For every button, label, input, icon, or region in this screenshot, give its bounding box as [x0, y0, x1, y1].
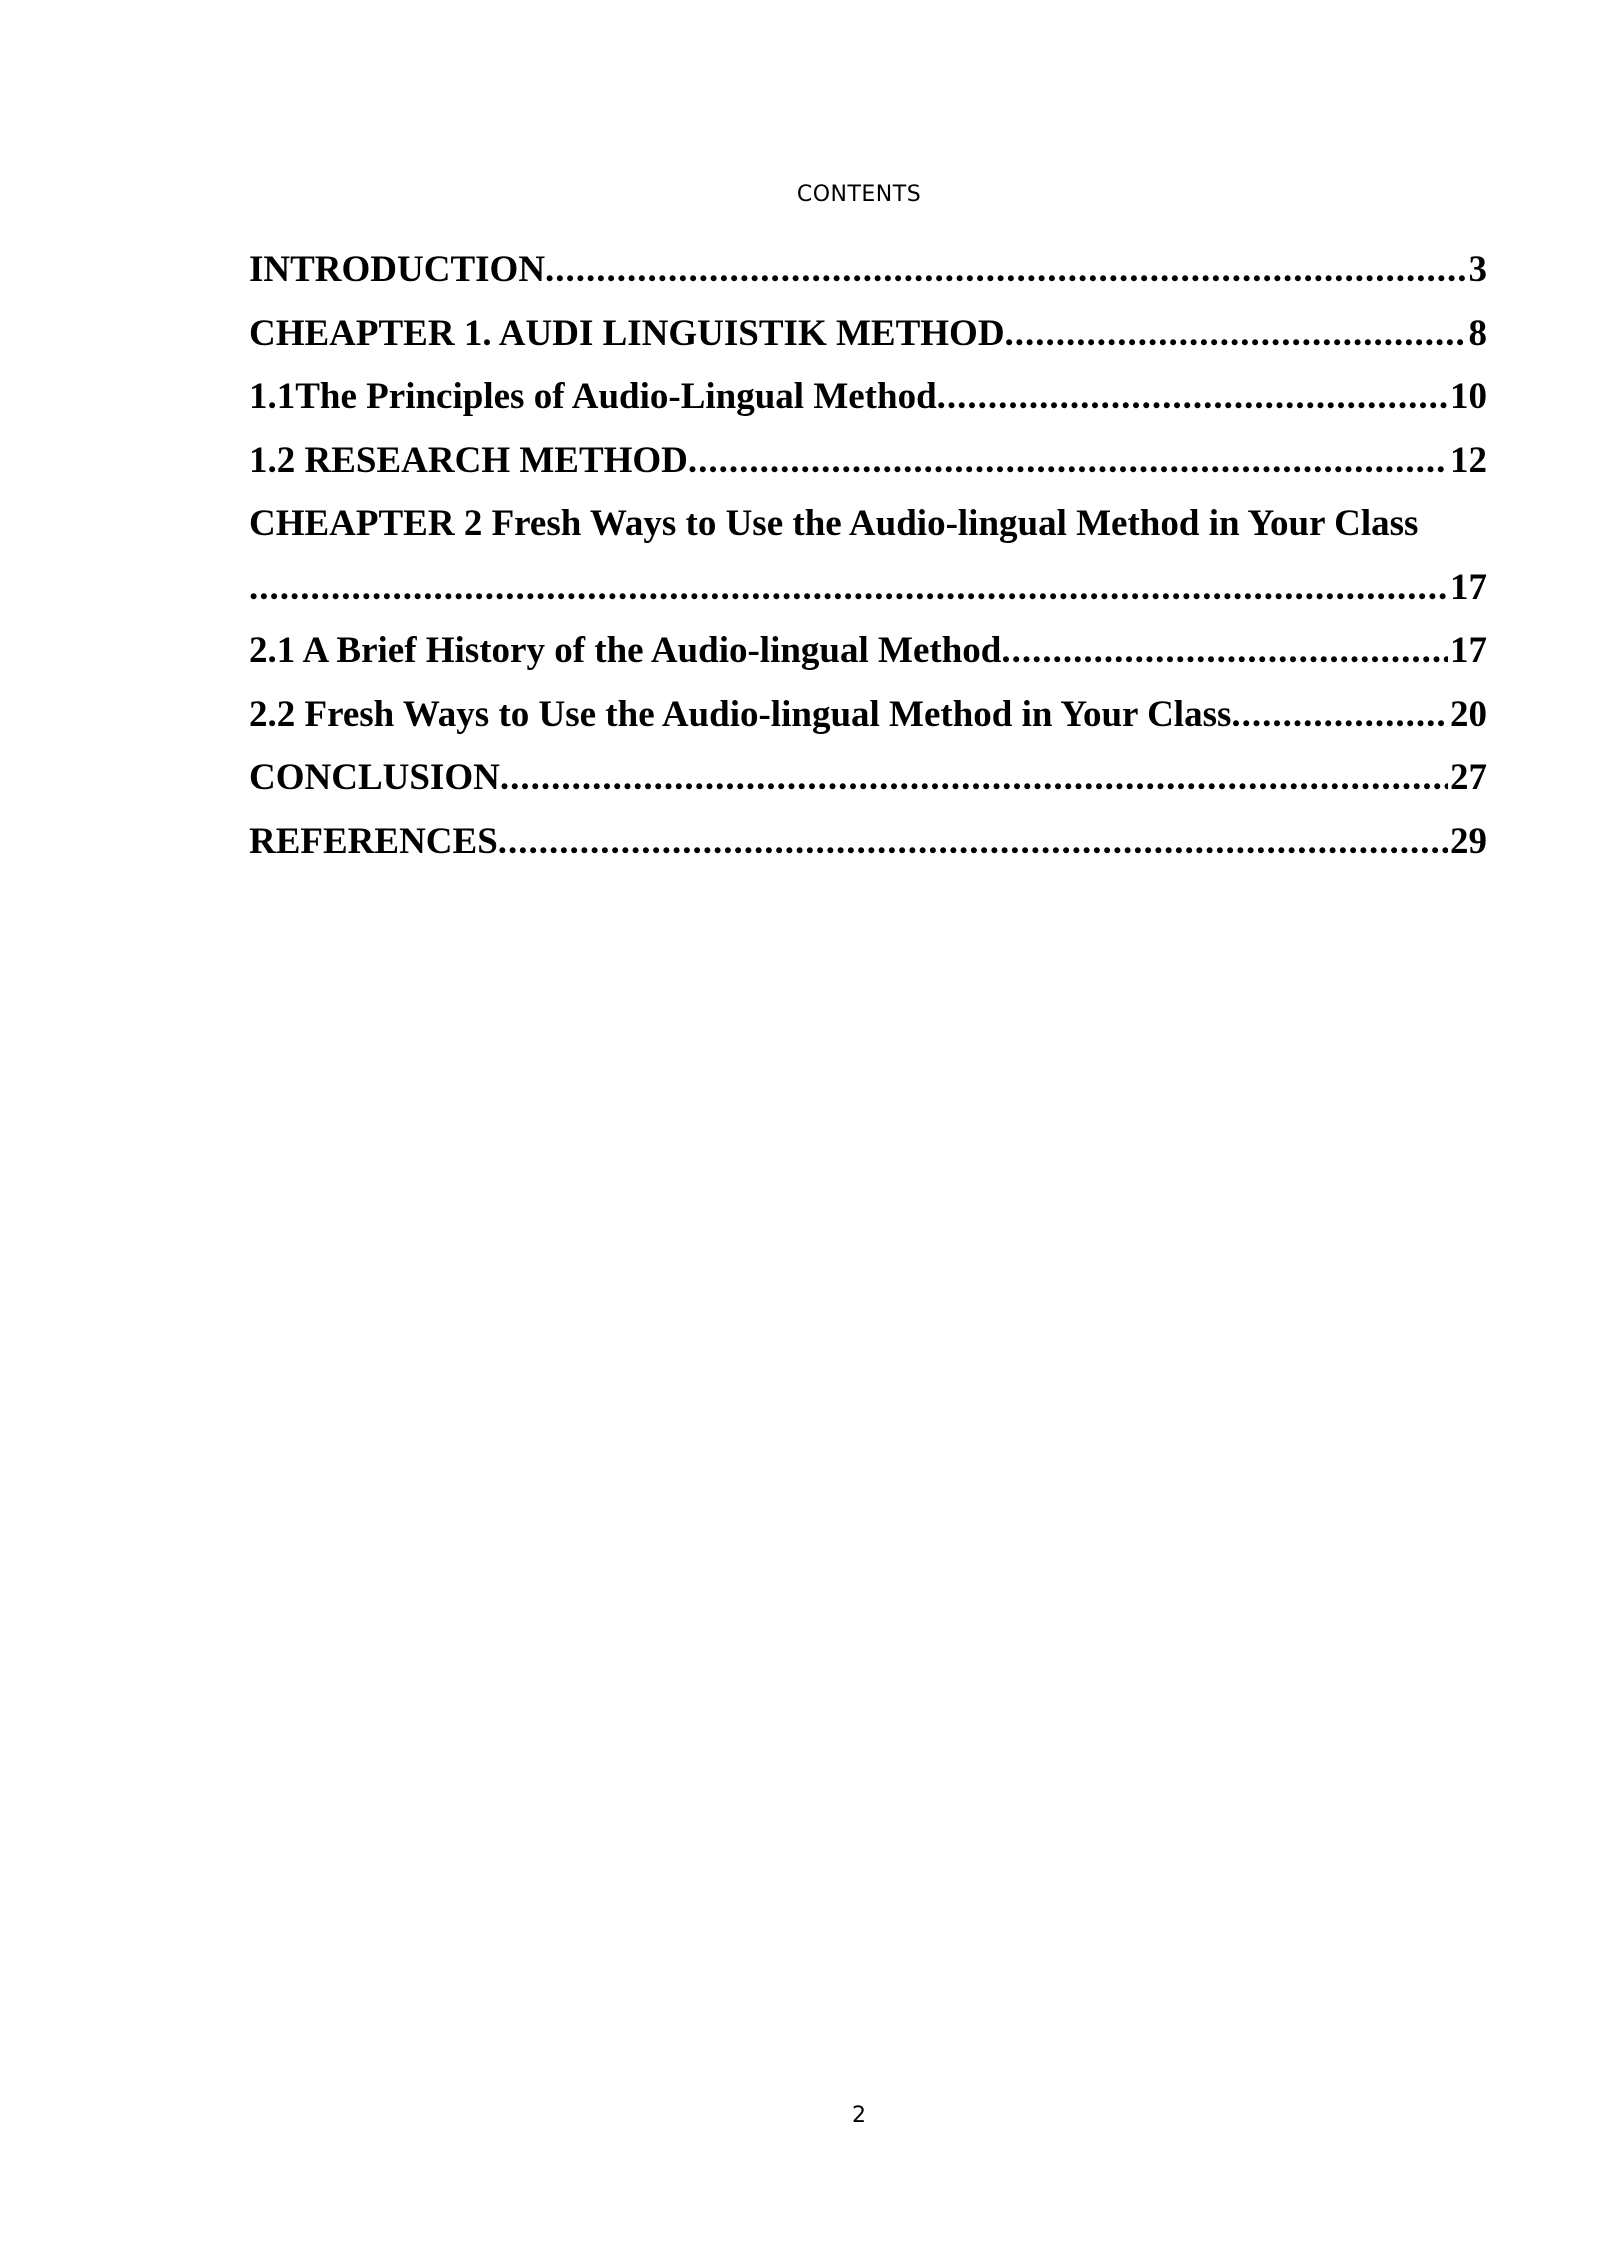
page-number: 2 [852, 2103, 866, 2128]
toc-entry-title: 2.1 A Brief History of the Audio-lingual Method [249, 630, 1002, 671]
toc-entry-chapter-2[interactable] [249, 492, 1487, 619]
toc-entry-section-1-2[interactable] [249, 429, 1487, 493]
toc-entry-conclusion[interactable] [249, 746, 1487, 810]
toc-entry-leader-line [249, 556, 1487, 620]
toc-entry-page: 10 [1450, 376, 1487, 417]
dot-leader [1231, 683, 1448, 747]
toc-entry-title: CHEAPTER 2 Fresh Ways to Use the Audio-lingual Method in Your Class [249, 503, 1419, 544]
dot-leader [249, 556, 1448, 620]
toc-entry-title: INTRODUCTION [249, 249, 546, 290]
contents-heading: CONTENTS [796, 182, 922, 207]
toc-entry-page: 12 [1450, 439, 1487, 481]
dot-leader [545, 238, 1466, 302]
dot-leader [688, 429, 1448, 493]
dot-leader [1001, 619, 1448, 683]
toc-entry-chapter-1[interactable] [249, 302, 1487, 366]
toc-entry-page: 17 [1450, 630, 1487, 671]
toc-entry-section-2-1[interactable] [249, 619, 1487, 683]
dot-leader [1005, 302, 1467, 366]
toc-entry-page: 20 [1450, 693, 1487, 735]
toc-entry-page: 27 [1450, 757, 1487, 798]
toc-entry-title: REFERENCES [249, 820, 498, 862]
toc-entry-title: CONCLUSION [249, 757, 500, 798]
dot-leader [500, 746, 1448, 810]
toc-entry-title: CHEAPTER 1. AUDI LINGUISTIK METHOD [249, 312, 1005, 354]
table-of-contents [249, 238, 1487, 873]
toc-entry-section-2-2[interactable] [249, 683, 1487, 747]
toc-entry-page: 3 [1468, 249, 1487, 290]
dot-leader [498, 810, 1448, 874]
toc-entry-page: 17 [1450, 566, 1487, 608]
toc-entry-page: 29 [1450, 820, 1487, 862]
toc-entry-title: 2.2 Fresh Ways to Use the Audio-lingual Method in Your Class [249, 693, 1232, 735]
dot-leader [937, 365, 1448, 429]
toc-entry-section-1-1[interactable] [249, 365, 1487, 429]
toc-entry-title: 1.2 RESEARCH METHOD [249, 439, 688, 481]
toc-entry-title: 1.1The Principles of Audio-Lingual Method [249, 376, 937, 417]
toc-entry-introduction[interactable] [249, 238, 1487, 302]
toc-entry-references[interactable] [249, 810, 1487, 874]
toc-entry-page: 8 [1468, 312, 1487, 354]
